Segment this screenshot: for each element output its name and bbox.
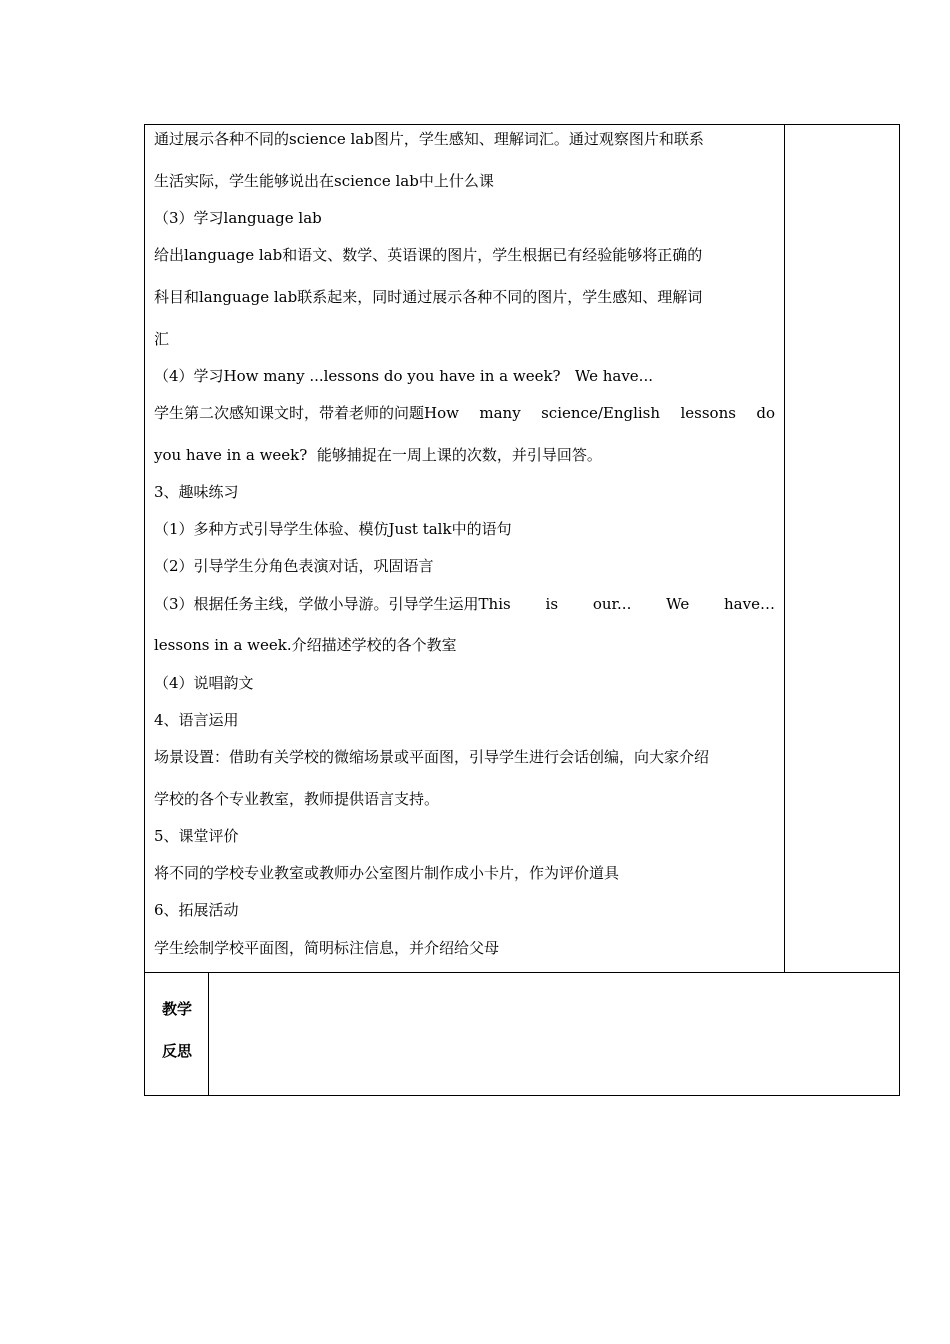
- text-line: 科目和language lab联系起来，同时通过展示各种不同的图片，学生感知、理解词: [154, 288, 703, 306]
- right-column-divider: [784, 125, 785, 972]
- text-line: 汇: [154, 330, 170, 348]
- word: is: [545, 595, 559, 613]
- word: have…: [724, 595, 775, 613]
- text-line: 学校的各个专业教室，教师提供语言支持。: [154, 790, 440, 808]
- reflection-label-line-2: 反思: [161, 1042, 192, 1060]
- text-line-justified: [154, 594, 775, 614]
- text-line: （3）学习language lab: [154, 209, 322, 227]
- lesson-plan-table: [144, 124, 900, 1096]
- text-line: 给出language lab和语文、数学、英语课的图片，学生根据已有经验能够将正确的: [154, 246, 703, 264]
- word: many: [479, 404, 521, 422]
- text-line: 生活实际，学生能够说出在science lab中上什么课: [154, 172, 494, 190]
- reflection-label-line-1: 教学: [161, 1000, 192, 1018]
- word: our...: [592, 595, 632, 613]
- word: （3）根据任务主线，学做小导游。引导学生运用This: [154, 595, 511, 613]
- text-line: （2）引导学生分角色表演对话，巩固语言: [154, 557, 434, 575]
- text-line: you have in a week? 能够捕捉在一周上课的次数，并引导回答。: [154, 446, 602, 464]
- text-line: lessons in a week.介绍描述学校的各个教室: [154, 636, 457, 654]
- text-line: （4）学习How many ...lessons do you have in a week? We have...: [154, 367, 653, 385]
- reflection-content-cell: [209, 973, 899, 1095]
- section-heading: 4、语言运用: [154, 711, 239, 729]
- section-heading: 3、趣味练习: [154, 483, 239, 501]
- text-line: 通过展示各种不同的science lab图片，学生感知、理解词汇。通过观察图片和联系: [154, 130, 704, 148]
- word: lessons: [680, 404, 736, 422]
- text-line: 将不同的学校专业教室或教师办公室图片制作成小卡片，作为评价道具: [154, 864, 620, 882]
- section-heading: 5、课堂评价: [154, 827, 239, 845]
- text-line: 学生绘制学校平面图，简明标注信息，并介绍给父母: [154, 939, 500, 957]
- text-line-justified: [154, 403, 775, 423]
- text-line: 场景设置：借助有关学校的微缩场景或平面图，引导学生进行会话创编，向大家介绍: [154, 748, 710, 766]
- text-line: （4）说唱韵文: [154, 674, 254, 692]
- word: science/English: [541, 404, 661, 422]
- section-heading: 6、拓展活动: [154, 901, 239, 919]
- text-line: （1）多种方式引导学生体验、模仿Just talk中的语句: [154, 520, 512, 538]
- word: do: [756, 404, 775, 422]
- word: 学生第二次感知课文时，带着老师的问题How: [154, 404, 459, 422]
- word: We: [666, 595, 690, 613]
